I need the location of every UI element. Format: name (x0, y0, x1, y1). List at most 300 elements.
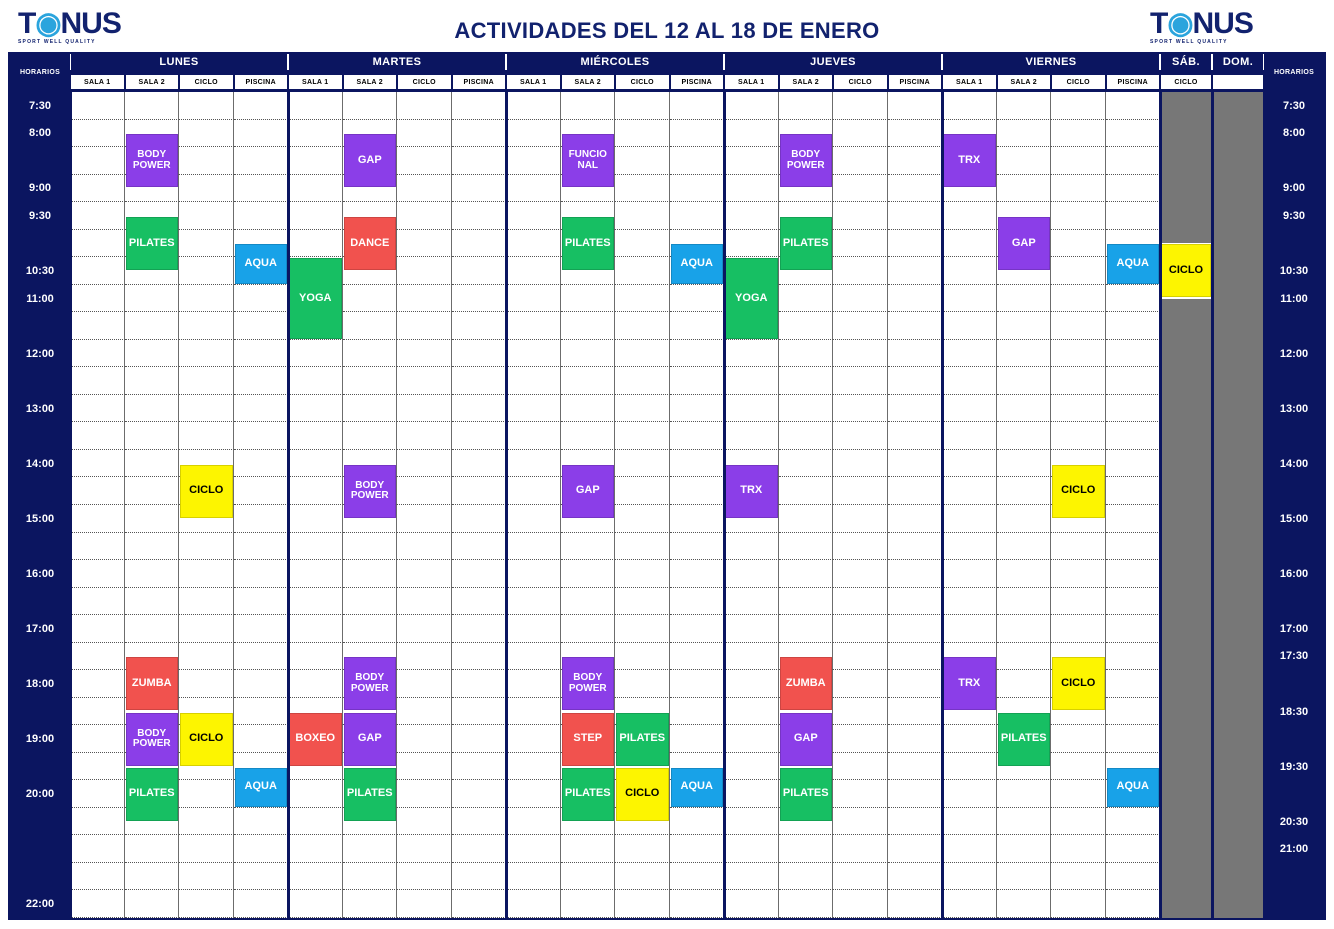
grid-cell (179, 863, 234, 891)
grid-cell (1051, 753, 1106, 781)
grid-cell (724, 725, 779, 753)
grid-cell (179, 615, 234, 643)
grid-cell (506, 753, 561, 781)
grid-cell (888, 643, 943, 671)
time-label-right: 16:00 (1264, 566, 1324, 582)
grid-cell (833, 422, 888, 450)
grid-cell (234, 92, 289, 120)
activity-block[interactable]: CICLO (1161, 244, 1211, 297)
activity-block[interactable]: PILATES (998, 713, 1051, 766)
grid-cell (452, 835, 507, 863)
grid-cell (179, 588, 234, 616)
activity-block[interactable]: AQUA (1107, 768, 1160, 807)
day-header-viernes: VIERNES (942, 54, 1160, 70)
grid-cell (1051, 230, 1106, 258)
grid-cell (1106, 670, 1161, 698)
activity-block[interactable]: CICLO (1052, 657, 1105, 710)
grid-cell (833, 835, 888, 863)
grid-cell (506, 340, 561, 368)
time-label-left: 19:00 (10, 731, 70, 747)
grid-cell (397, 863, 452, 891)
time-label-left: 14:00 (10, 456, 70, 472)
time-label-left: 11:00 (10, 291, 70, 307)
grid-cell (70, 450, 125, 478)
grid-cell (343, 92, 398, 120)
grid-cell (288, 670, 343, 698)
time-label-left: 22:00 (10, 896, 70, 912)
grid-cell (1106, 395, 1161, 423)
grid-cell (779, 395, 834, 423)
activity-block[interactable]: AQUA (1107, 244, 1160, 283)
grid-cell (561, 312, 616, 340)
activity-block[interactable]: PILATES (344, 768, 397, 821)
grid-cell (70, 477, 125, 505)
grid-cell (1106, 643, 1161, 671)
grid-cell (942, 863, 997, 891)
activity-block[interactable]: GAP (998, 217, 1051, 270)
room-header-ciclo: CICLO (615, 74, 670, 90)
grid-cell (70, 808, 125, 836)
day-separator (1263, 92, 1266, 918)
grid-cell (1106, 505, 1161, 533)
room-header-piscina: PISCINA (670, 74, 725, 90)
activity-block[interactable]: ZUMBA (780, 657, 833, 710)
grid-cell (942, 340, 997, 368)
time-label-left: 13:00 (10, 401, 70, 417)
time-label-right: 15:00 (1264, 511, 1324, 527)
grid-cell (724, 835, 779, 863)
grid-cell (1051, 285, 1106, 313)
grid-cell (452, 505, 507, 533)
tonus-logo-right (1150, 9, 1280, 43)
room-header-sala1: SALA 1 (288, 74, 343, 90)
activity-block[interactable]: FUNCIO NAL (562, 134, 615, 187)
grid-cell (724, 367, 779, 395)
grid-cell (779, 615, 834, 643)
grid-cell (888, 175, 943, 203)
grid-cell (506, 92, 561, 120)
room-header-ciclo: CICLO (397, 74, 452, 90)
room-header-sala2: SALA 2 (125, 74, 180, 90)
grid-cell (70, 890, 125, 918)
grid-cell (779, 285, 834, 313)
schedule-grid-frame (8, 52, 1326, 920)
grid-cell (397, 670, 452, 698)
grid-cell (670, 147, 725, 175)
grid-cell (70, 395, 125, 423)
grid-cell (942, 450, 997, 478)
grid-cell (1106, 422, 1161, 450)
grid-cell (343, 863, 398, 891)
grid-cell (833, 698, 888, 726)
grid-cell (888, 890, 943, 918)
activity-block[interactable]: PILATES (126, 768, 179, 821)
grid-cell (833, 257, 888, 285)
grid-cell (179, 312, 234, 340)
grid-cell (888, 120, 943, 148)
grid-cell (125, 285, 180, 313)
grid-cell (234, 533, 289, 561)
grid-cell (670, 450, 725, 478)
room-header-piscina: PISCINA (234, 74, 289, 90)
activity-block[interactable]: GAP (562, 465, 615, 518)
grid-cell (670, 890, 725, 918)
grid-cell (888, 808, 943, 836)
grid-cell (615, 175, 670, 203)
time-label-right: 19:30 (1264, 759, 1324, 775)
grid-cell (615, 230, 670, 258)
grid-cell (506, 588, 561, 616)
grid-cell (70, 753, 125, 781)
grid-cell (397, 835, 452, 863)
grid-cell (833, 753, 888, 781)
grid-cell (452, 450, 507, 478)
grid-cell (615, 615, 670, 643)
grid-cell (452, 175, 507, 203)
grid-cell (561, 395, 616, 423)
grid-cell (234, 340, 289, 368)
day-separator (1211, 92, 1214, 918)
grid-cell (997, 533, 1052, 561)
grid-cell (343, 560, 398, 588)
grid-cell (506, 450, 561, 478)
grid-cell (942, 230, 997, 258)
grid-cell (70, 202, 125, 230)
grid-cell (288, 147, 343, 175)
grid-cell (724, 230, 779, 258)
grid-cell (452, 257, 507, 285)
grid-cell (833, 175, 888, 203)
grid-cell (942, 835, 997, 863)
grid-cell (397, 698, 452, 726)
activity-block[interactable]: YOGA (289, 258, 342, 339)
grid-cell (452, 285, 507, 313)
grid-cell (615, 477, 670, 505)
grid-cell (179, 175, 234, 203)
activity-block[interactable]: PILATES (780, 217, 833, 270)
grid-cell (997, 120, 1052, 148)
grid-cell (833, 505, 888, 533)
activity-block[interactable]: GAP (344, 134, 397, 187)
grid-cell (179, 202, 234, 230)
activity-block[interactable]: AQUA (671, 244, 724, 283)
grid-cell (1051, 808, 1106, 836)
grid-cell (724, 615, 779, 643)
activity-block[interactable]: BODY POWER (780, 134, 833, 187)
grid-cell (615, 312, 670, 340)
grid-cell (942, 395, 997, 423)
grid-cell (1051, 147, 1106, 175)
grid-cell (779, 560, 834, 588)
grid-cell (288, 395, 343, 423)
grid-cell (724, 120, 779, 148)
horarios-header-right: HORARIOS (1264, 54, 1324, 92)
logo-tagline: SPORT WELL QUALITY (1150, 39, 1228, 45)
grid-cell (833, 147, 888, 175)
activity-block[interactable]: BODY POWER (126, 713, 179, 766)
activity-block[interactable]: CICLO (616, 768, 669, 821)
activity-block[interactable]: GAP (780, 713, 833, 766)
grid-cell (942, 312, 997, 340)
activity-block[interactable]: PILATES (562, 768, 615, 821)
grid-cell (670, 202, 725, 230)
room-header-ciclo: CICLO (833, 74, 888, 90)
activity-block[interactable]: AQUA (671, 768, 724, 807)
day-header-martes: MARTES (288, 54, 506, 70)
activity-block[interactable]: YOGA (725, 258, 778, 339)
activity-block[interactable]: BODY POWER (344, 657, 397, 710)
grid-cell (1106, 285, 1161, 313)
grid-cell (506, 890, 561, 918)
grid-cell (670, 477, 725, 505)
grid-cell (670, 312, 725, 340)
grid-cell (1106, 588, 1161, 616)
grid-cell (670, 835, 725, 863)
page-header (0, 0, 1334, 52)
grid-cell (452, 863, 507, 891)
grid-cell (343, 588, 398, 616)
activity-block[interactable]: CICLO (180, 465, 233, 518)
grid-cell (234, 808, 289, 836)
grid-cell (1051, 395, 1106, 423)
grid-cell (70, 285, 125, 313)
grid-cell (833, 450, 888, 478)
grid-cell (942, 202, 997, 230)
grid-cell (670, 560, 725, 588)
grid-cell (1051, 312, 1106, 340)
grid-cell (506, 120, 561, 148)
grid-cell (561, 863, 616, 891)
day-separator (69, 92, 72, 918)
grid-cell (397, 450, 452, 478)
grid-cell (179, 147, 234, 175)
grid-cell (1051, 588, 1106, 616)
time-label-right: 17:30 (1264, 648, 1324, 664)
grid-cell (670, 808, 725, 836)
grid-cell (70, 560, 125, 588)
activity-block[interactable]: PILATES (126, 217, 179, 270)
grid-cell (833, 367, 888, 395)
grid-cell (343, 615, 398, 643)
grid-cell (833, 780, 888, 808)
grid-cell (724, 780, 779, 808)
grid-cell (179, 230, 234, 258)
grid-cell (779, 863, 834, 891)
activity-block[interactable]: PILATES (780, 768, 833, 821)
logo-tagline: SPORT WELL QUALITY (18, 39, 96, 45)
grid-cell (288, 533, 343, 561)
grid-cell (288, 863, 343, 891)
grid-cell (125, 450, 180, 478)
grid-cell (779, 367, 834, 395)
grid-cell (397, 175, 452, 203)
activity-block[interactable]: PILATES (616, 713, 669, 766)
grid-cell (888, 780, 943, 808)
activity-block[interactable]: BODY POWER (344, 465, 397, 518)
time-label-left: 20:00 (10, 786, 70, 802)
grid-cell (888, 147, 943, 175)
time-label-left: 18:00 (10, 676, 70, 692)
grid-cell (724, 147, 779, 175)
grid-cell (506, 615, 561, 643)
room-header-sala2: SALA 2 (343, 74, 398, 90)
activity-block[interactable]: BODY POWER (126, 134, 179, 187)
day-separator (723, 92, 726, 918)
grid-cell (179, 340, 234, 368)
activity-block[interactable]: TRX (943, 134, 996, 187)
grid-cell (506, 312, 561, 340)
grid-cell (506, 477, 561, 505)
grid-cell (997, 560, 1052, 588)
grid-cell (234, 422, 289, 450)
grid-cell (1051, 257, 1106, 285)
grid-cell (997, 147, 1052, 175)
grid-cell (70, 120, 125, 148)
grid-cell (615, 863, 670, 891)
grid-cell (288, 615, 343, 643)
grid-cell (506, 285, 561, 313)
grid-cell (1106, 560, 1161, 588)
grid-cell (833, 395, 888, 423)
grid-cell (942, 505, 997, 533)
grid-cell (179, 835, 234, 863)
grid-cell (779, 92, 834, 120)
grid-cell (888, 450, 943, 478)
grid-cell (179, 643, 234, 671)
grid-cell (724, 588, 779, 616)
grid-cell (397, 340, 452, 368)
activity-block[interactable]: AQUA (235, 768, 288, 807)
grid-cell (179, 422, 234, 450)
time-label-left: 16:00 (10, 566, 70, 582)
day-separator (1159, 92, 1162, 918)
grid-cell (888, 340, 943, 368)
grid-cell (724, 92, 779, 120)
grid-cell (288, 367, 343, 395)
grid-cell (234, 202, 289, 230)
activity-block[interactable]: GAP (344, 713, 397, 766)
time-label-left: 9:00 (10, 180, 70, 196)
grid-cell (615, 92, 670, 120)
day-header-sb: SÁB. (1160, 54, 1212, 70)
grid-cell (452, 202, 507, 230)
activity-block[interactable]: CICLO (180, 713, 233, 766)
grid-cell (452, 670, 507, 698)
activity-block[interactable]: AQUA (235, 244, 288, 283)
grid-cell (615, 890, 670, 918)
grid-cell (70, 505, 125, 533)
grid-cell (125, 395, 180, 423)
grid-cell (670, 285, 725, 313)
grid-cell (1051, 835, 1106, 863)
grid-cell (397, 890, 452, 918)
grid-cell (997, 312, 1052, 340)
activity-block[interactable]: BODY POWER (562, 657, 615, 710)
unavailable-block (1160, 299, 1212, 919)
grid-cell (833, 120, 888, 148)
grid-cell (397, 560, 452, 588)
grid-cell (452, 560, 507, 588)
logo-wordmark: T◉NUS (1150, 7, 1253, 40)
room-header-weekend (1212, 74, 1264, 90)
grid-cell (888, 257, 943, 285)
grid-cell (343, 367, 398, 395)
grid-cell (234, 120, 289, 148)
grid-cell (125, 890, 180, 918)
grid-cell (397, 780, 452, 808)
grid-cell (833, 615, 888, 643)
grid-cell (833, 285, 888, 313)
grid-cell (179, 560, 234, 588)
grid-cell (1106, 477, 1161, 505)
grid-cell (888, 670, 943, 698)
activity-block[interactable]: ZUMBA (126, 657, 179, 710)
grid-cell (1051, 120, 1106, 148)
grid-cell (506, 780, 561, 808)
activity-block[interactable]: TRX (725, 465, 778, 518)
activity-block[interactable]: BOXEO (289, 713, 342, 766)
grid-cell (125, 588, 180, 616)
room-header-sala2: SALA 2 (561, 74, 616, 90)
grid-cell (724, 808, 779, 836)
grid-cell (1106, 175, 1161, 203)
room-header-sala1: SALA 1 (942, 74, 997, 90)
grid-cell (288, 835, 343, 863)
activity-block[interactable]: CICLO (1052, 465, 1105, 518)
grid-cell (942, 780, 997, 808)
activity-block[interactable]: DANCE (344, 217, 397, 270)
grid-cell (670, 92, 725, 120)
grid-cell (506, 643, 561, 671)
grid-cell (888, 698, 943, 726)
grid-cell (452, 808, 507, 836)
grid-cell (833, 340, 888, 368)
grid-cell (942, 422, 997, 450)
grid-cell (179, 92, 234, 120)
grid-cell (452, 477, 507, 505)
grid-cell (234, 890, 289, 918)
grid-cell (70, 725, 125, 753)
grid-cell (1106, 808, 1161, 836)
activity-block[interactable]: PILATES (562, 217, 615, 270)
day-header-dom: DOM. (1212, 54, 1264, 70)
grid-cell (670, 422, 725, 450)
grid-cell (343, 422, 398, 450)
grid-cell (125, 422, 180, 450)
grid-cell (997, 643, 1052, 671)
grid-cell (397, 588, 452, 616)
activity-block[interactable]: TRX (943, 657, 996, 710)
activity-block[interactable]: STEP (562, 713, 615, 766)
grid-cell (670, 175, 725, 203)
grid-cell (1106, 533, 1161, 561)
grid-cell (670, 725, 725, 753)
grid-cell (615, 120, 670, 148)
grid-cell (452, 588, 507, 616)
grid-cell (888, 477, 943, 505)
grid-cell (724, 643, 779, 671)
grid-cell (452, 698, 507, 726)
time-label-right: 21:00 (1264, 841, 1324, 857)
grid-cell (833, 533, 888, 561)
grid-cell (888, 422, 943, 450)
grid-cell (506, 533, 561, 561)
grid-cell (1106, 450, 1161, 478)
grid-cell (1106, 92, 1161, 120)
grid-cell (615, 505, 670, 533)
grid-cell (397, 257, 452, 285)
room-header-piscina: PISCINA (1106, 74, 1161, 90)
